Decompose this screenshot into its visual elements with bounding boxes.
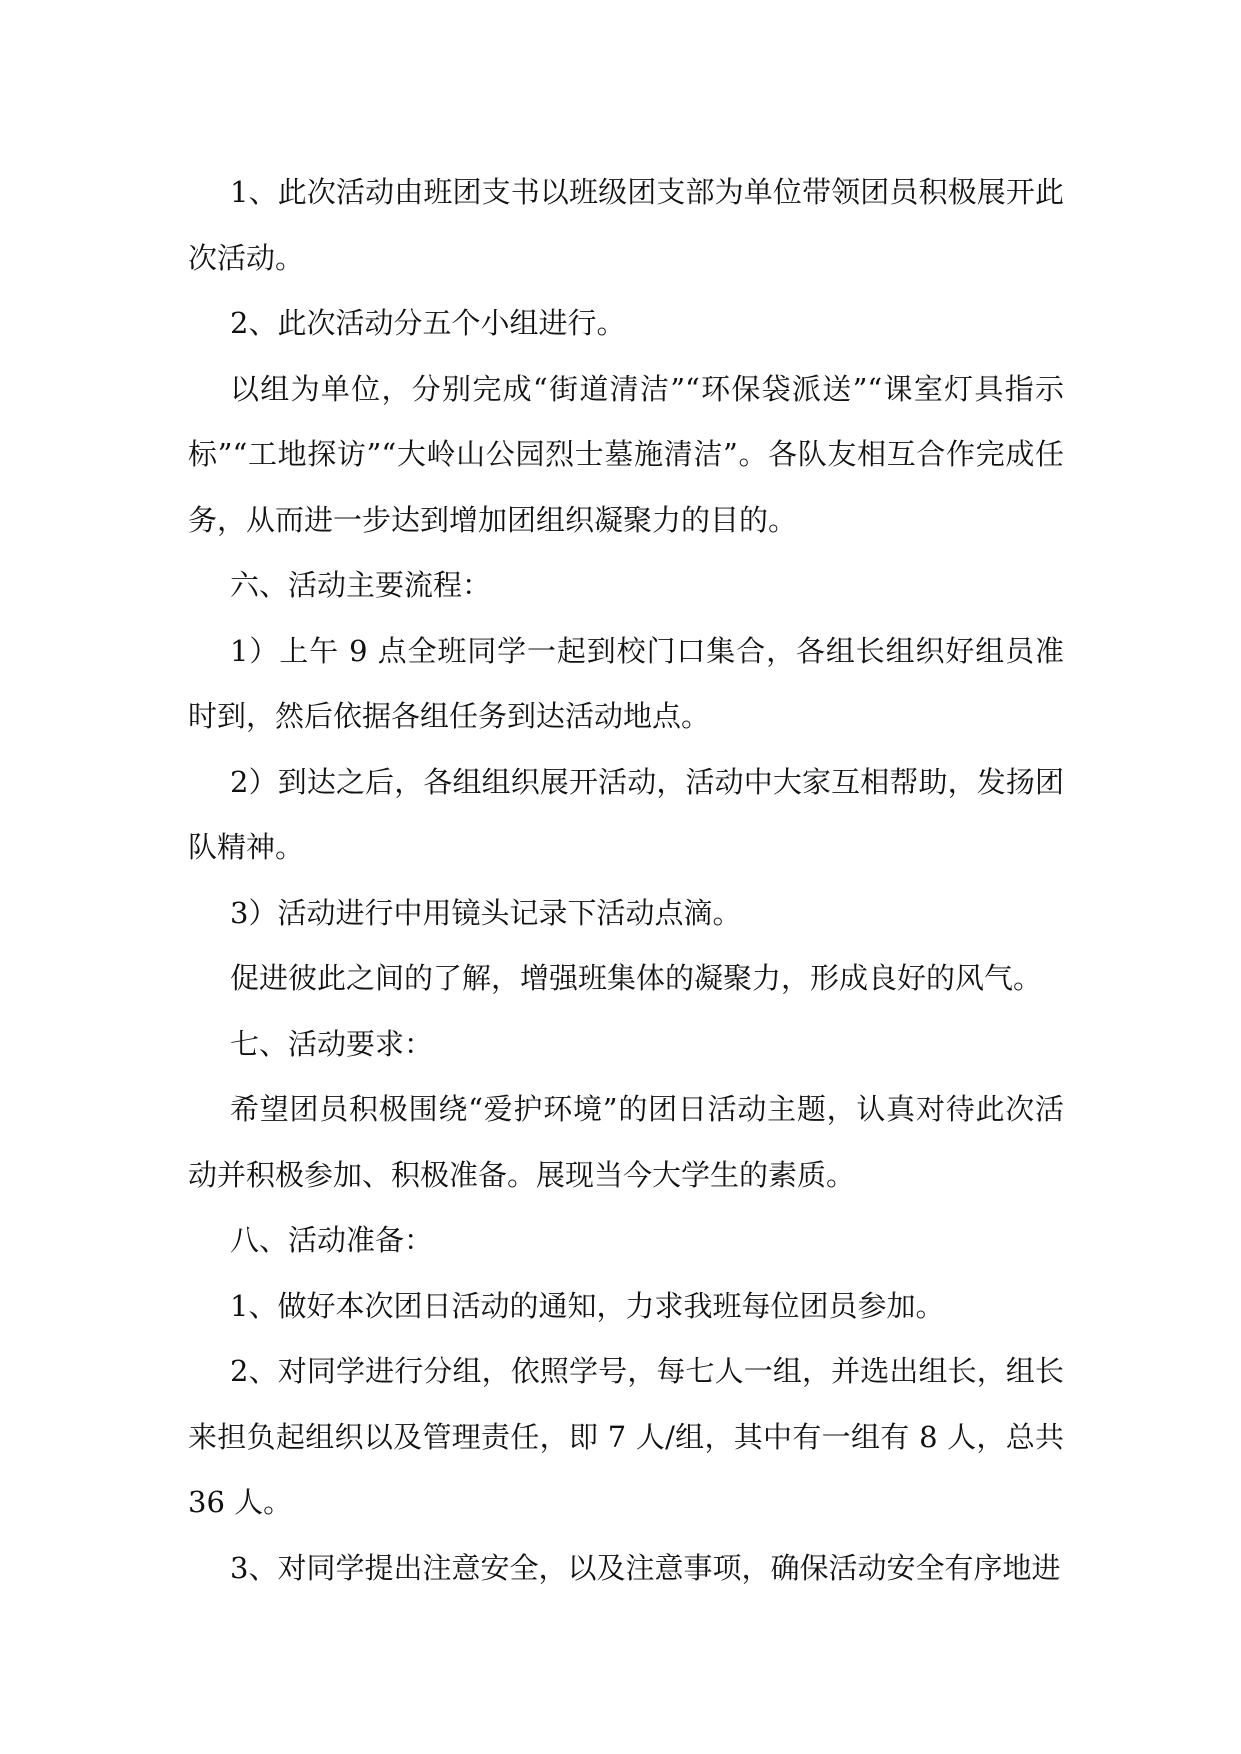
paragraph-7: 3）活动进行中用镜头记录下活动点滴。 — [230, 895, 742, 930]
document-body — [188, 160, 1064, 1601]
paragraph-1: 1、此次活动由班团支书以班级团支部为单位带领团员积极展开此次活动。 — [188, 175, 1064, 275]
section-heading-8: 八、活动准备： — [230, 1223, 434, 1257]
paragraph-14: 3、对同学提出注意安全，以及注意事项，确保活动安全有序地进 — [230, 1550, 1061, 1585]
paragraph-5: 1）上午 9 点全班同学一起到校门口集合，各组长组织好组员准时到，然后依据各组任务到达活动地点。 — [188, 633, 1064, 733]
paragraph-10: 希望团员积极围绕“爱护环境”的团日活动主题，认真对待此次活动并积极参加、积极准备。展现当今大学生的素质。 — [188, 1092, 1064, 1192]
paragraph-13: 2、对同学进行分组，依照学号，每七人一组，并选出组长，组长来担负起组织以及管理责任，即 7 人/组，其中有一组有 8 人，总共 36 人。 — [188, 1354, 1064, 1519]
paragraph-8: 促进彼此之间的了解，增强班集体的凝聚力，形成良好的风气。 — [230, 961, 1043, 995]
paragraph-2: 2、此次活动分五个小组进行。 — [230, 306, 626, 340]
section-heading-6: 六、活动主要流程： — [230, 568, 492, 602]
section-heading-7: 七、活动要求： — [230, 1026, 434, 1061]
paragraph-6: 2）到达之后，各组组织展开活动，活动中大家互相帮助，发扬团队精神。 — [188, 764, 1064, 864]
paragraph-12: 1、做好本次团日活动的通知，力求我班每位团员参加。 — [230, 1288, 945, 1323]
paragraph-3: 以组为单位，分别完成“街道清洁”“环保袋派送”“课室灯具指示标”“工地探访”“大岭山公园烈士墓施清洁”。各队友相互合作完成任务，从而进一步达到增加团组织凝聚力的目的。 — [188, 371, 1064, 537]
